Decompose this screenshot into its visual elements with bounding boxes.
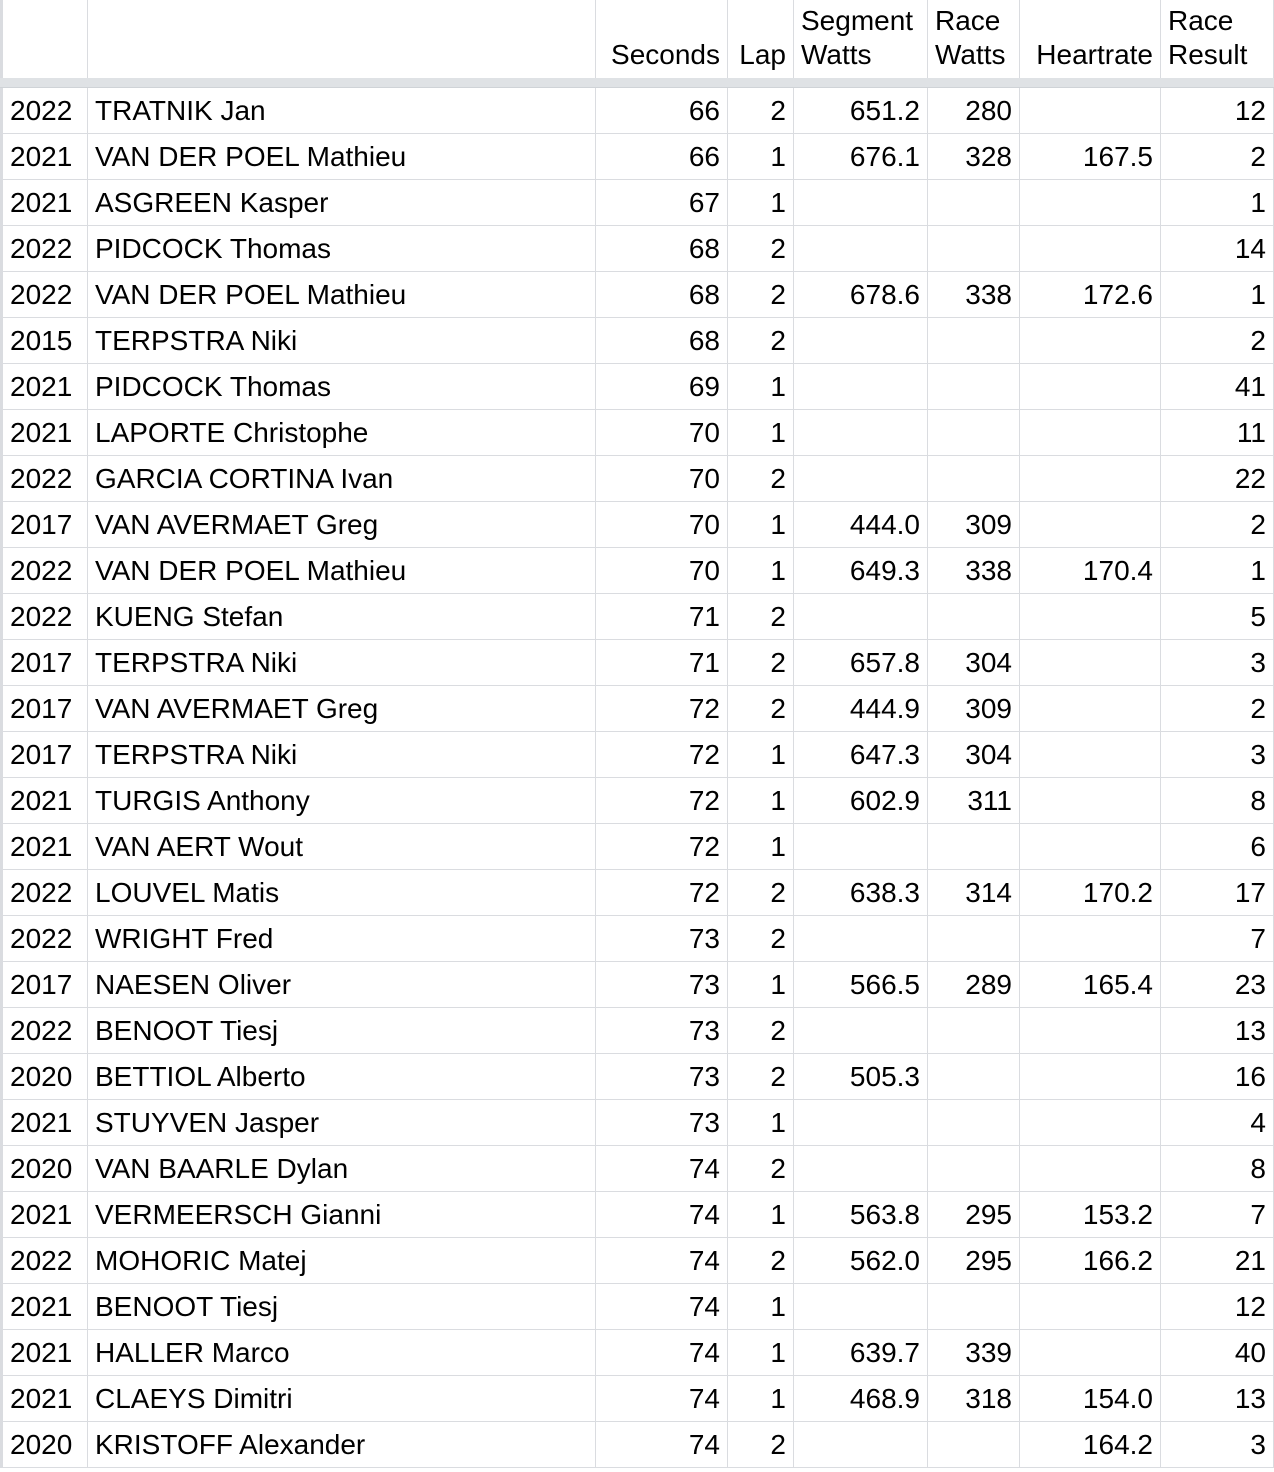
heartrate-cell[interactable] bbox=[1020, 686, 1161, 732]
lap-cell[interactable]: 1 bbox=[728, 134, 794, 180]
heartrate-cell[interactable] bbox=[1020, 1008, 1161, 1054]
rider-cell[interactable]: GARCIA CORTINA Ivan bbox=[88, 456, 596, 502]
header-cell-year[interactable] bbox=[0, 0, 88, 78]
table-row bbox=[0, 686, 1274, 732]
seconds-cell[interactable]: 74 bbox=[596, 1146, 728, 1192]
race-result-cell[interactable]: 14 bbox=[1161, 226, 1274, 272]
race-result-cell[interactable]: 22 bbox=[1161, 456, 1274, 502]
lap-cell[interactable]: 1 bbox=[728, 778, 794, 824]
race-result-cell[interactable]: 21 bbox=[1161, 1238, 1274, 1284]
segment-watts-cell[interactable]: 562.0 bbox=[794, 1238, 928, 1284]
table-row bbox=[0, 272, 1274, 318]
year-cell[interactable]: 2017 bbox=[0, 732, 88, 778]
header-cell-segment-watts[interactable]: Segment Watts bbox=[794, 0, 928, 78]
segment-watts-cell[interactable]: 676.1 bbox=[794, 134, 928, 180]
lap-cell[interactable]: 1 bbox=[728, 548, 794, 594]
rider-cell[interactable]: VAN BAARLE Dylan bbox=[88, 1146, 596, 1192]
race-watts-cell[interactable] bbox=[928, 456, 1020, 502]
race-result-cell[interactable]: 3 bbox=[1161, 732, 1274, 778]
seconds-cell[interactable]: 72 bbox=[596, 778, 728, 824]
header-cell-race-watts[interactable]: Race Watts bbox=[928, 0, 1020, 78]
table-row bbox=[0, 1100, 1274, 1146]
lap-cell[interactable]: 2 bbox=[728, 272, 794, 318]
race-result-cell[interactable]: 1 bbox=[1161, 180, 1274, 226]
seconds-cell[interactable]: 74 bbox=[596, 1192, 728, 1238]
year-cell[interactable]: 2017 bbox=[0, 502, 88, 548]
frozen-row-divider[interactable] bbox=[0, 78, 1274, 88]
year-cell[interactable]: 2022 bbox=[0, 916, 88, 962]
race-watts-cell[interactable] bbox=[928, 410, 1020, 456]
heartrate-cell[interactable]: 167.5 bbox=[1020, 134, 1161, 180]
heartrate-cell[interactable] bbox=[1020, 732, 1161, 778]
year-cell[interactable]: 2021 bbox=[0, 1376, 88, 1422]
year-cell[interactable]: 2015 bbox=[0, 318, 88, 364]
race-watts-cell[interactable]: 339 bbox=[928, 1330, 1020, 1376]
race-result-cell[interactable]: 8 bbox=[1161, 778, 1274, 824]
segment-watts-cell[interactable]: 651.2 bbox=[794, 88, 928, 134]
heartrate-cell[interactable] bbox=[1020, 1100, 1161, 1146]
table-row bbox=[0, 1054, 1274, 1100]
seconds-cell[interactable]: 71 bbox=[596, 594, 728, 640]
heartrate-cell[interactable]: 166.2 bbox=[1020, 1238, 1161, 1284]
heartrate-cell[interactable] bbox=[1020, 594, 1161, 640]
rider-cell[interactable]: BETTIOL Alberto bbox=[88, 1054, 596, 1100]
race-watts-cell[interactable] bbox=[928, 1100, 1020, 1146]
header-row bbox=[0, 0, 1274, 78]
race-watts-cell[interactable]: 328 bbox=[928, 134, 1020, 180]
lap-cell[interactable]: 2 bbox=[728, 1422, 794, 1468]
seconds-cell[interactable]: 70 bbox=[596, 502, 728, 548]
race-watts-cell[interactable] bbox=[928, 1054, 1020, 1100]
header-cell-seconds[interactable]: Seconds bbox=[596, 0, 728, 78]
race-result-cell[interactable]: 1 bbox=[1161, 548, 1274, 594]
seconds-cell[interactable]: 74 bbox=[596, 1284, 728, 1330]
year-cell[interactable]: 2020 bbox=[0, 1422, 88, 1468]
header-cell-rider[interactable] bbox=[88, 0, 596, 78]
seconds-cell[interactable]: 72 bbox=[596, 732, 728, 778]
table-row bbox=[0, 1238, 1274, 1284]
rider-cell[interactable]: BENOOT Tiesj bbox=[88, 1008, 596, 1054]
race-result-cell[interactable]: 5 bbox=[1161, 594, 1274, 640]
race-watts-cell[interactable]: 309 bbox=[928, 686, 1020, 732]
table-row bbox=[0, 732, 1274, 778]
segment-watts-cell[interactable]: 678.6 bbox=[794, 272, 928, 318]
rider-cell[interactable]: VERMEERSCH Gianni bbox=[88, 1192, 596, 1238]
table-row bbox=[0, 134, 1274, 180]
rider-cell[interactable]: KRISTOFF Alexander bbox=[88, 1422, 596, 1468]
rider-cell[interactable]: VAN AVERMAET Greg bbox=[88, 502, 596, 548]
seconds-cell[interactable]: 73 bbox=[596, 1100, 728, 1146]
table-row bbox=[0, 824, 1274, 870]
heartrate-cell[interactable] bbox=[1020, 1284, 1161, 1330]
table-row bbox=[0, 410, 1274, 456]
race-watts-cell[interactable]: 295 bbox=[928, 1238, 1020, 1284]
rider-cell[interactable]: MOHORIC Matej bbox=[88, 1238, 596, 1284]
heartrate-cell[interactable]: 165.4 bbox=[1020, 962, 1161, 1008]
table-row bbox=[0, 548, 1274, 594]
seconds-cell[interactable]: 66 bbox=[596, 134, 728, 180]
seconds-cell[interactable]: 70 bbox=[596, 456, 728, 502]
race-result-cell[interactable]: 23 bbox=[1161, 962, 1274, 1008]
heartrate-cell[interactable]: 164.2 bbox=[1020, 1422, 1161, 1468]
seconds-cell[interactable]: 66 bbox=[596, 88, 728, 134]
lap-cell[interactable]: 1 bbox=[728, 1100, 794, 1146]
table-row bbox=[0, 364, 1274, 410]
race-result-cell[interactable]: 12 bbox=[1161, 1284, 1274, 1330]
heartrate-cell[interactable] bbox=[1020, 1054, 1161, 1100]
race-watts-cell[interactable]: 304 bbox=[928, 732, 1020, 778]
year-cell[interactable]: 2022 bbox=[0, 88, 88, 134]
table-row bbox=[0, 1330, 1274, 1376]
segment-watts-cell[interactable]: 639.7 bbox=[794, 1330, 928, 1376]
race-result-cell[interactable]: 3 bbox=[1161, 1422, 1274, 1468]
race-result-cell[interactable]: 17 bbox=[1161, 870, 1274, 916]
year-cell[interactable]: 2022 bbox=[0, 272, 88, 318]
seconds-cell[interactable]: 74 bbox=[596, 1422, 728, 1468]
race-watts-cell[interactable] bbox=[928, 1284, 1020, 1330]
heartrate-cell[interactable] bbox=[1020, 778, 1161, 824]
year-cell[interactable]: 2022 bbox=[0, 870, 88, 916]
rider-cell[interactable]: TRATNIK Jan bbox=[88, 88, 596, 134]
table-row bbox=[0, 1192, 1274, 1238]
race-result-cell[interactable]: 12 bbox=[1161, 88, 1274, 134]
lap-cell[interactable]: 2 bbox=[728, 226, 794, 272]
heartrate-cell[interactable] bbox=[1020, 364, 1161, 410]
table-row bbox=[0, 1146, 1274, 1192]
race-result-cell[interactable]: 13 bbox=[1161, 1008, 1274, 1054]
lap-cell[interactable]: 2 bbox=[728, 318, 794, 364]
rider-cell[interactable]: TERPSTRA Niki bbox=[88, 640, 596, 686]
segment-watts-cell[interactable] bbox=[794, 824, 928, 870]
table-row bbox=[0, 456, 1274, 502]
seconds-cell[interactable]: 73 bbox=[596, 1054, 728, 1100]
rider-cell[interactable]: TERPSTRA Niki bbox=[88, 732, 596, 778]
segment-watts-cell[interactable] bbox=[794, 1008, 928, 1054]
lap-cell[interactable]: 2 bbox=[728, 1008, 794, 1054]
table-row bbox=[0, 1284, 1274, 1330]
heartrate-cell[interactable] bbox=[1020, 824, 1161, 870]
table-row bbox=[0, 226, 1274, 272]
year-cell[interactable]: 2022 bbox=[0, 594, 88, 640]
seconds-cell[interactable]: 74 bbox=[596, 1376, 728, 1422]
rider-cell[interactable]: TURGIS Anthony bbox=[88, 778, 596, 824]
year-cell[interactable]: 2021 bbox=[0, 778, 88, 824]
rider-cell[interactable]: NAESEN Oliver bbox=[88, 962, 596, 1008]
seconds-cell[interactable]: 73 bbox=[596, 1008, 728, 1054]
race-watts-cell[interactable]: 295 bbox=[928, 1192, 1020, 1238]
race-watts-cell[interactable]: 309 bbox=[928, 502, 1020, 548]
table-row bbox=[0, 916, 1274, 962]
heartrate-cell[interactable] bbox=[1020, 502, 1161, 548]
race-watts-cell[interactable]: 304 bbox=[928, 640, 1020, 686]
year-cell[interactable]: 2021 bbox=[0, 180, 88, 226]
race-watts-cell[interactable] bbox=[928, 824, 1020, 870]
heartrate-cell[interactable] bbox=[1020, 1330, 1161, 1376]
segment-watts-cell[interactable] bbox=[794, 1422, 928, 1468]
segment-watts-cell[interactable] bbox=[794, 594, 928, 640]
lap-cell[interactable]: 1 bbox=[728, 502, 794, 548]
seconds-cell[interactable]: 70 bbox=[596, 548, 728, 594]
rider-cell[interactable]: CLAEYS Dimitri bbox=[88, 1376, 596, 1422]
race-result-cell[interactable]: 2 bbox=[1161, 502, 1274, 548]
table-row bbox=[0, 318, 1274, 364]
lap-cell[interactable]: 1 bbox=[728, 410, 794, 456]
lap-cell[interactable]: 2 bbox=[728, 1238, 794, 1284]
table-row bbox=[0, 502, 1274, 548]
race-watts-cell[interactable]: 338 bbox=[928, 548, 1020, 594]
heartrate-cell[interactable]: 170.4 bbox=[1020, 548, 1161, 594]
race-result-cell[interactable]: 41 bbox=[1161, 364, 1274, 410]
seconds-cell[interactable]: 67 bbox=[596, 180, 728, 226]
header-cell-heartrate[interactable]: Heartrate bbox=[1020, 0, 1161, 78]
rider-cell[interactable]: LAPORTE Christophe bbox=[88, 410, 596, 456]
heartrate-cell[interactable] bbox=[1020, 88, 1161, 134]
seconds-cell[interactable]: 74 bbox=[596, 1238, 728, 1284]
race-result-cell[interactable]: 8 bbox=[1161, 1146, 1274, 1192]
lap-cell[interactable]: 2 bbox=[728, 870, 794, 916]
year-cell[interactable]: 2022 bbox=[0, 548, 88, 594]
year-cell[interactable]: 2017 bbox=[0, 686, 88, 732]
race-watts-cell[interactable]: 311 bbox=[928, 778, 1020, 824]
table-row bbox=[0, 1376, 1274, 1422]
heartrate-cell[interactable] bbox=[1020, 318, 1161, 364]
table-row bbox=[0, 1422, 1274, 1468]
table-row bbox=[0, 870, 1274, 916]
segment-watts-cell[interactable] bbox=[794, 318, 928, 364]
rider-cell[interactable]: STUYVEN Jasper bbox=[88, 1100, 596, 1146]
race-watts-cell[interactable] bbox=[928, 1008, 1020, 1054]
seconds-cell[interactable]: 74 bbox=[596, 1330, 728, 1376]
heartrate-cell[interactable]: 172.6 bbox=[1020, 272, 1161, 318]
lap-cell[interactable]: 1 bbox=[728, 180, 794, 226]
lap-cell[interactable]: 2 bbox=[728, 640, 794, 686]
segment-watts-cell[interactable] bbox=[794, 226, 928, 272]
rider-cell[interactable]: VAN AVERMAET Greg bbox=[88, 686, 596, 732]
heartrate-cell[interactable] bbox=[1020, 1146, 1161, 1192]
rider-cell[interactable]: VAN DER POEL Mathieu bbox=[88, 272, 596, 318]
segment-watts-cell[interactable] bbox=[794, 180, 928, 226]
segment-watts-cell[interactable]: 602.9 bbox=[794, 778, 928, 824]
heartrate-cell[interactable] bbox=[1020, 916, 1161, 962]
lap-cell[interactable]: 2 bbox=[728, 916, 794, 962]
year-cell[interactable]: 2020 bbox=[0, 1146, 88, 1192]
heartrate-cell[interactable] bbox=[1020, 410, 1161, 456]
race-result-cell[interactable]: 1 bbox=[1161, 272, 1274, 318]
segment-watts-cell[interactable] bbox=[794, 1284, 928, 1330]
rider-cell[interactable]: PIDCOCK Thomas bbox=[88, 226, 596, 272]
segment-watts-cell[interactable] bbox=[794, 1146, 928, 1192]
rider-cell[interactable]: HALLER Marco bbox=[88, 1330, 596, 1376]
year-cell[interactable]: 2022 bbox=[0, 1238, 88, 1284]
segment-watts-cell[interactable] bbox=[794, 364, 928, 410]
segment-watts-cell[interactable]: 505.3 bbox=[794, 1054, 928, 1100]
year-cell[interactable]: 2021 bbox=[0, 364, 88, 410]
segment-watts-cell[interactable]: 657.8 bbox=[794, 640, 928, 686]
race-watts-cell[interactable] bbox=[928, 594, 1020, 640]
race-result-cell[interactable]: 6 bbox=[1161, 824, 1274, 870]
year-cell[interactable]: 2021 bbox=[0, 1284, 88, 1330]
lap-cell[interactable]: 2 bbox=[728, 1054, 794, 1100]
year-cell[interactable]: 2021 bbox=[0, 1192, 88, 1238]
seconds-cell[interactable]: 70 bbox=[596, 410, 728, 456]
year-cell[interactable]: 2022 bbox=[0, 456, 88, 502]
heartrate-cell[interactable] bbox=[1020, 226, 1161, 272]
seconds-cell[interactable]: 72 bbox=[596, 824, 728, 870]
heartrate-cell[interactable]: 154.0 bbox=[1020, 1376, 1161, 1422]
rider-cell[interactable]: VAN AERT Wout bbox=[88, 824, 596, 870]
segment-watts-cell[interactable] bbox=[794, 1100, 928, 1146]
seconds-cell[interactable]: 71 bbox=[596, 640, 728, 686]
lap-cell[interactable]: 1 bbox=[728, 732, 794, 778]
race-result-cell[interactable]: 4 bbox=[1161, 1100, 1274, 1146]
year-cell[interactable]: 2021 bbox=[0, 1330, 88, 1376]
rider-cell[interactable]: TERPSTRA Niki bbox=[88, 318, 596, 364]
segment-watts-cell[interactable]: 444.0 bbox=[794, 502, 928, 548]
table-row bbox=[0, 1008, 1274, 1054]
rider-cell[interactable]: KUENG Stefan bbox=[88, 594, 596, 640]
segment-watts-cell[interactable]: 563.8 bbox=[794, 1192, 928, 1238]
race-result-cell[interactable]: 13 bbox=[1161, 1376, 1274, 1422]
seconds-cell[interactable]: 69 bbox=[596, 364, 728, 410]
segment-watts-cell[interactable]: 444.9 bbox=[794, 686, 928, 732]
rider-cell[interactable]: PIDCOCK Thomas bbox=[88, 364, 596, 410]
year-cell[interactable]: 2017 bbox=[0, 962, 88, 1008]
heartrate-cell[interactable]: 153.2 bbox=[1020, 1192, 1161, 1238]
heartrate-cell[interactable] bbox=[1020, 180, 1161, 226]
seconds-cell[interactable]: 68 bbox=[596, 226, 728, 272]
lap-cell[interactable]: 2 bbox=[728, 594, 794, 640]
race-watts-cell[interactable] bbox=[928, 226, 1020, 272]
table-row bbox=[0, 962, 1274, 1008]
lap-cell[interactable]: 1 bbox=[728, 962, 794, 1008]
race-watts-cell[interactable] bbox=[928, 1422, 1020, 1468]
rider-cell[interactable]: VAN DER POEL Mathieu bbox=[88, 548, 596, 594]
rider-cell[interactable]: LOUVEL Matis bbox=[88, 870, 596, 916]
race-watts-cell[interactable] bbox=[928, 916, 1020, 962]
header-cell-lap[interactable]: Lap bbox=[728, 0, 794, 78]
lap-cell[interactable]: 2 bbox=[728, 456, 794, 502]
seconds-cell[interactable]: 72 bbox=[596, 870, 728, 916]
lap-cell[interactable]: 2 bbox=[728, 1146, 794, 1192]
race-result-cell[interactable]: 3 bbox=[1161, 640, 1274, 686]
year-cell[interactable]: 2021 bbox=[0, 134, 88, 180]
year-cell[interactable]: 2022 bbox=[0, 1008, 88, 1054]
segment-watts-cell[interactable]: 566.5 bbox=[794, 962, 928, 1008]
race-watts-cell[interactable] bbox=[928, 180, 1020, 226]
segment-watts-cell[interactable]: 468.9 bbox=[794, 1376, 928, 1422]
race-result-cell[interactable]: 40 bbox=[1161, 1330, 1274, 1376]
rider-cell[interactable]: ASGREEN Kasper bbox=[88, 180, 596, 226]
table-row bbox=[0, 88, 1274, 134]
lap-cell[interactable]: 1 bbox=[728, 1376, 794, 1422]
race-watts-cell[interactable]: 318 bbox=[928, 1376, 1020, 1422]
race-result-cell[interactable]: 16 bbox=[1161, 1054, 1274, 1100]
segment-watts-cell[interactable] bbox=[794, 456, 928, 502]
race-result-cell[interactable]: 2 bbox=[1161, 686, 1274, 732]
race-watts-cell[interactable] bbox=[928, 1146, 1020, 1192]
segment-watts-cell[interactable]: 638.3 bbox=[794, 870, 928, 916]
header-cell-race-result[interactable]: Race Result bbox=[1161, 0, 1274, 78]
race-watts-cell[interactable]: 289 bbox=[928, 962, 1020, 1008]
table-row bbox=[0, 594, 1274, 640]
race-result-cell[interactable]: 7 bbox=[1161, 1192, 1274, 1238]
heartrate-cell[interactable]: 170.2 bbox=[1020, 870, 1161, 916]
race-watts-cell[interactable] bbox=[928, 318, 1020, 364]
heartrate-cell[interactable] bbox=[1020, 640, 1161, 686]
race-watts-cell[interactable] bbox=[928, 364, 1020, 410]
table-row bbox=[0, 180, 1274, 226]
rider-cell[interactable]: VAN DER POEL Mathieu bbox=[88, 134, 596, 180]
segment-watts-cell[interactable] bbox=[794, 916, 928, 962]
seconds-cell[interactable]: 73 bbox=[596, 962, 728, 1008]
race-watts-cell[interactable]: 314 bbox=[928, 870, 1020, 916]
year-cell[interactable]: 2020 bbox=[0, 1054, 88, 1100]
year-cell[interactable]: 2021 bbox=[0, 1100, 88, 1146]
rider-cell[interactable]: BENOOT Tiesj bbox=[88, 1284, 596, 1330]
rider-cell[interactable]: WRIGHT Fred bbox=[88, 916, 596, 962]
seconds-cell[interactable]: 72 bbox=[596, 686, 728, 732]
year-cell[interactable]: 2021 bbox=[0, 824, 88, 870]
heartrate-cell[interactable] bbox=[1020, 456, 1161, 502]
lap-cell[interactable]: 2 bbox=[728, 88, 794, 134]
race-watts-cell[interactable]: 280 bbox=[928, 88, 1020, 134]
segment-watts-cell[interactable] bbox=[794, 410, 928, 456]
lap-cell[interactable]: 1 bbox=[728, 364, 794, 410]
race-watts-cell[interactable]: 338 bbox=[928, 272, 1020, 318]
lap-cell[interactable]: 1 bbox=[728, 1330, 794, 1376]
year-cell[interactable]: 2017 bbox=[0, 640, 88, 686]
lap-cell[interactable]: 1 bbox=[728, 1284, 794, 1330]
table-row bbox=[0, 640, 1274, 686]
lap-cell[interactable]: 1 bbox=[728, 1192, 794, 1238]
year-cell[interactable]: 2022 bbox=[0, 226, 88, 272]
lap-cell[interactable]: 1 bbox=[728, 824, 794, 870]
race-result-cell[interactable]: 11 bbox=[1161, 410, 1274, 456]
seconds-cell[interactable]: 73 bbox=[596, 916, 728, 962]
segment-watts-cell[interactable]: 647.3 bbox=[794, 732, 928, 778]
race-result-cell[interactable]: 2 bbox=[1161, 318, 1274, 364]
segment-watts-cell[interactable]: 649.3 bbox=[794, 548, 928, 594]
lap-cell[interactable]: 2 bbox=[728, 686, 794, 732]
race-result-cell[interactable]: 7 bbox=[1161, 916, 1274, 962]
year-cell[interactable]: 2021 bbox=[0, 410, 88, 456]
seconds-cell[interactable]: 68 bbox=[596, 318, 728, 364]
race-result-cell[interactable]: 2 bbox=[1161, 134, 1274, 180]
seconds-cell[interactable]: 68 bbox=[596, 272, 728, 318]
table-row bbox=[0, 778, 1274, 824]
